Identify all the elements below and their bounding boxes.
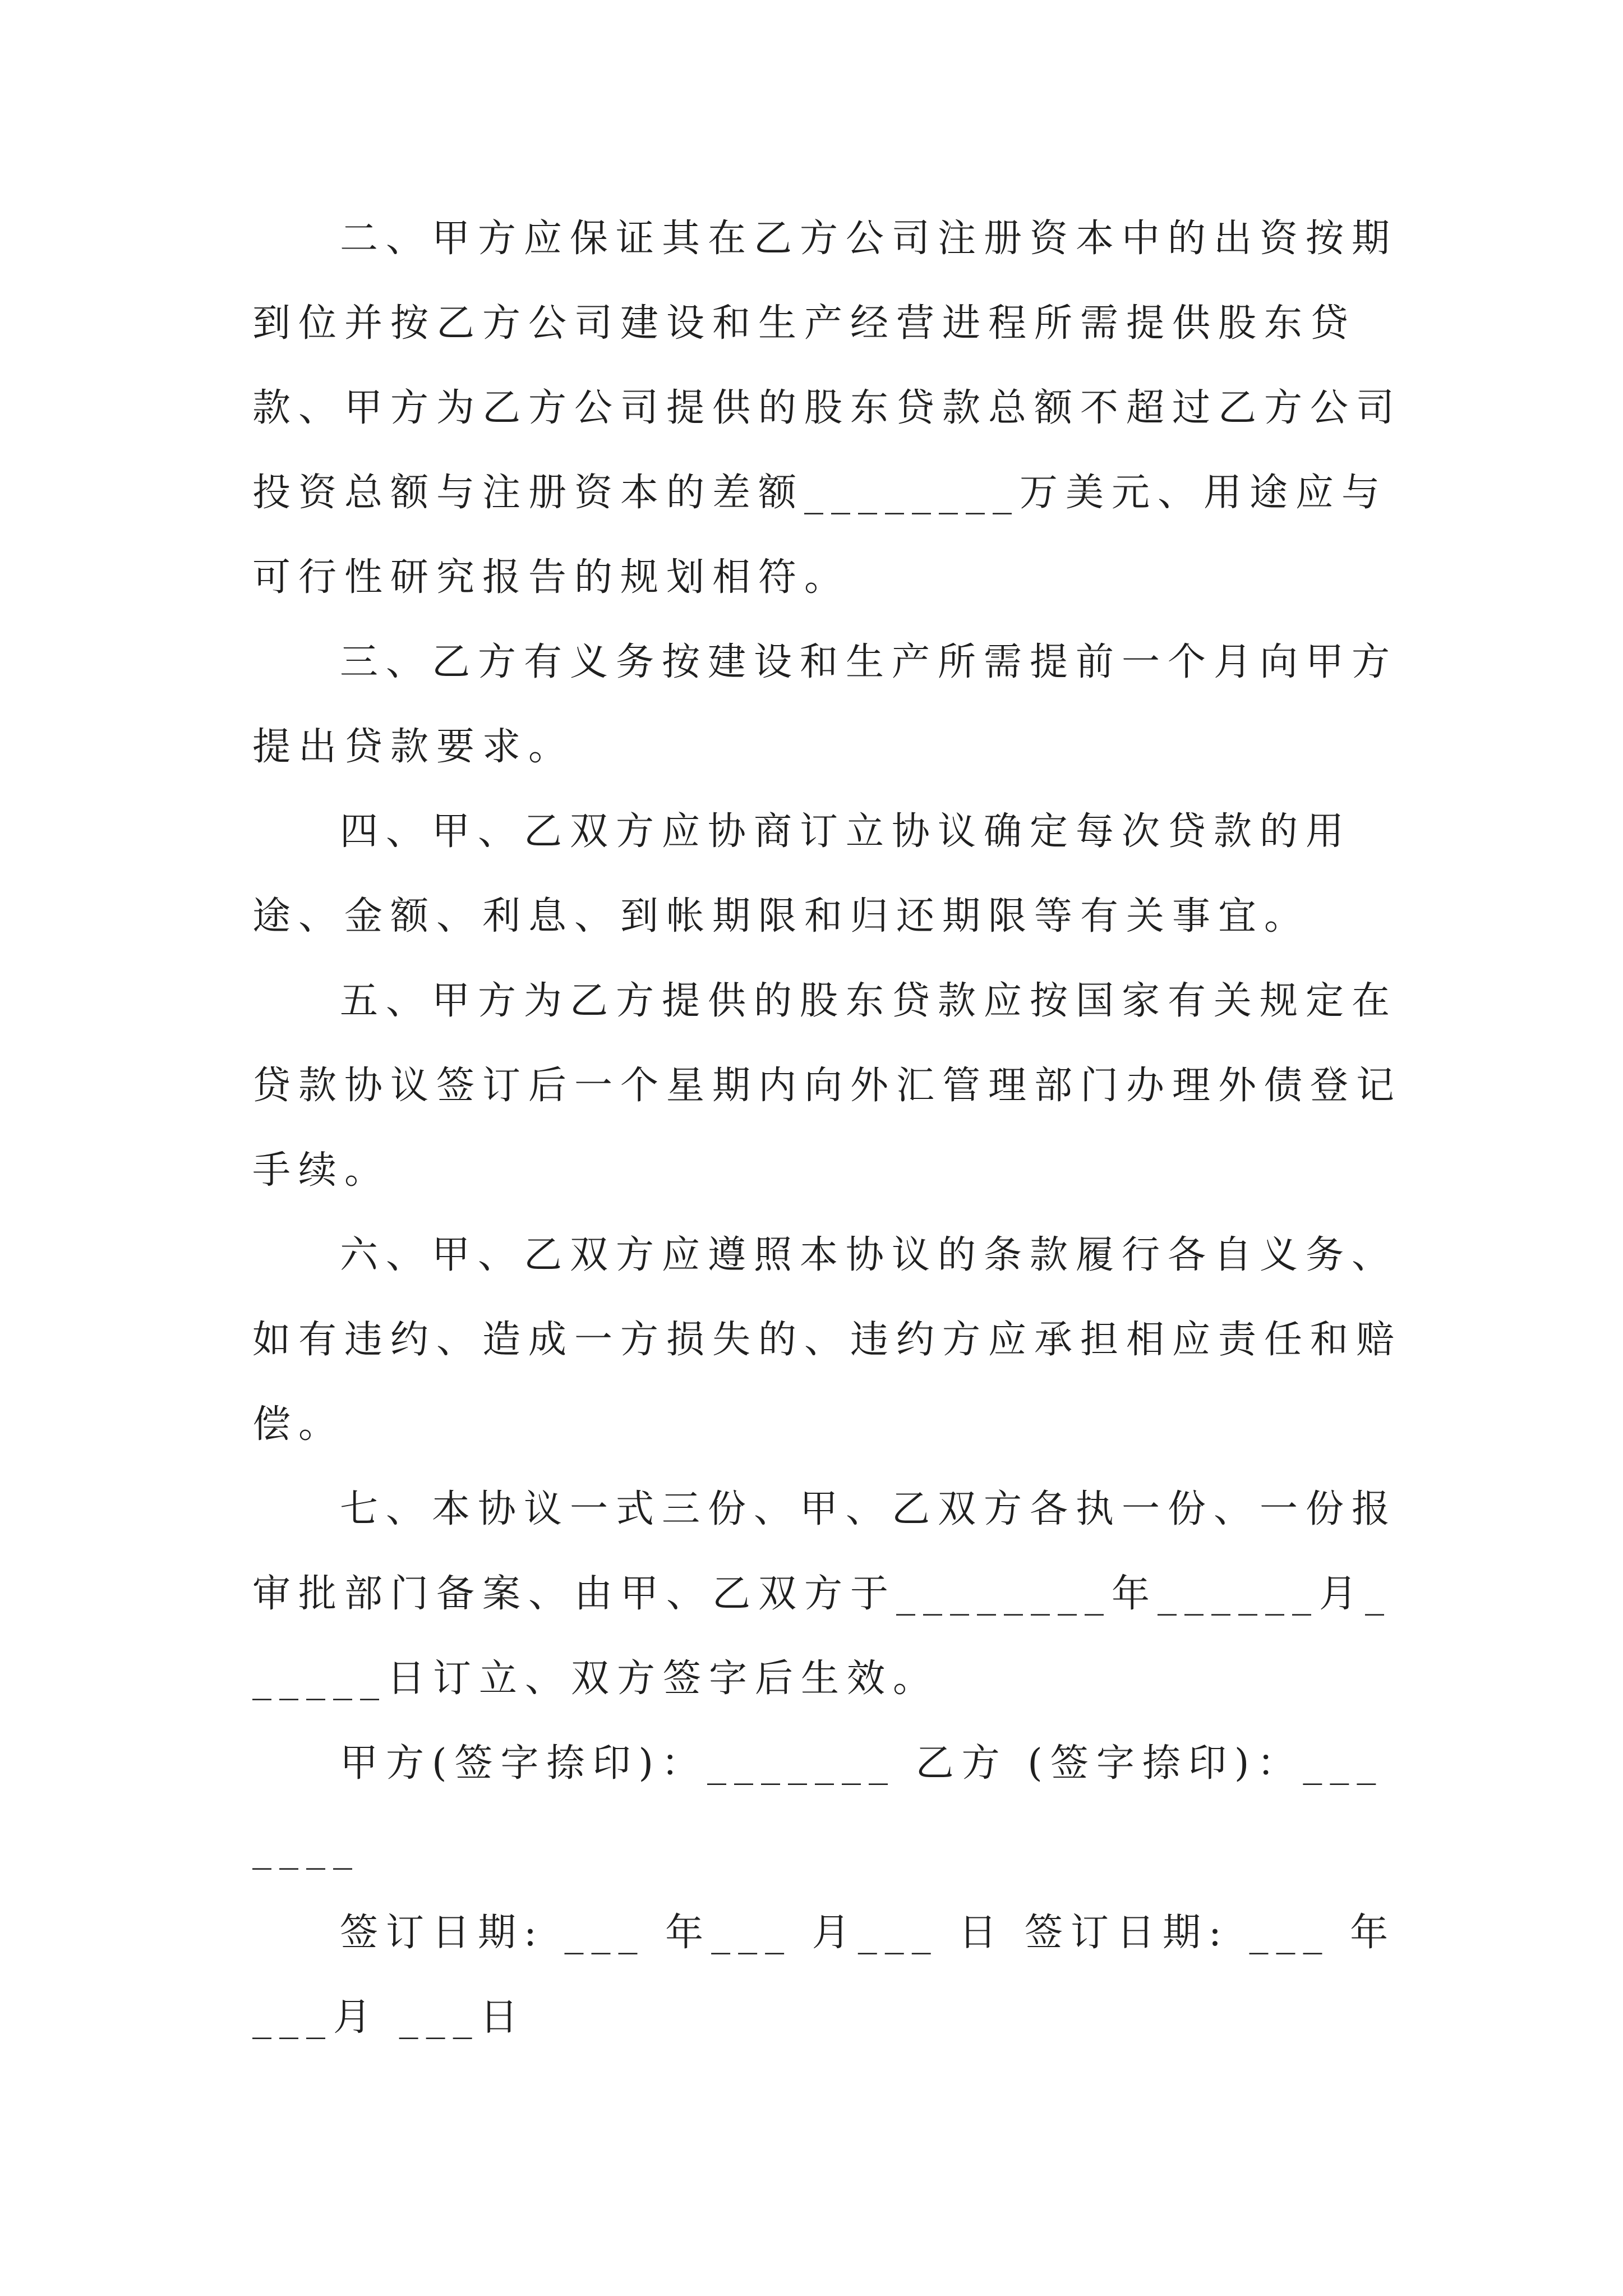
clause-2-paragraph: 二、甲方应保证其在乙方公司注册资本中的出资按期到位并按乙方公司建设和生产经营进程所需提供股东贷款、甲方为乙方公司提供的股东贷款总额不超过乙方公司投资总额与注册资本的差额________万美元、用途应与可行性研究报告的规划相符。 [252, 217, 1403, 600]
signature-line: 甲方(签字捺印)：_______ 乙方 (签字捺印)：_______ [252, 1741, 1384, 1870]
signing-date-line: 签订日期: ___ 年___ 月___ 日 签订日期: ___ 年 ___月 ___日 [252, 1911, 1416, 2040]
clause-5-paragraph: 五、甲方为乙方提供的股东贷款应按国家有关规定在贷款协议签订后一个星期内向外汇管理部门办理外债登记手续。 [252, 979, 1403, 1193]
clause-6-paragraph: 六、甲、乙双方应遵照本协议的条款履行各自义务、如有违约、造成一方损失的、违约方应承担相应责任和赔偿。 [252, 1233, 1403, 1447]
clause-3-paragraph: 三、乙方有义务按建设和生产所需提前一个月向甲方提出贷款要求。 [252, 640, 1398, 769]
agreement-body [252, 196, 1416, 2060]
clause-4-paragraph: 四、甲、乙双方应协商订立协议确定每次贷款的用途、金额、利息、到帐期限和归还期限等有关事宜。 [252, 809, 1352, 938]
clause-7-paragraph: 七、本协议一式三份、甲、乙双方各执一份、一份报审批部门备案、由甲、乙双方于________年______月______日订立、双方签字后生效。 [252, 1487, 1398, 1701]
